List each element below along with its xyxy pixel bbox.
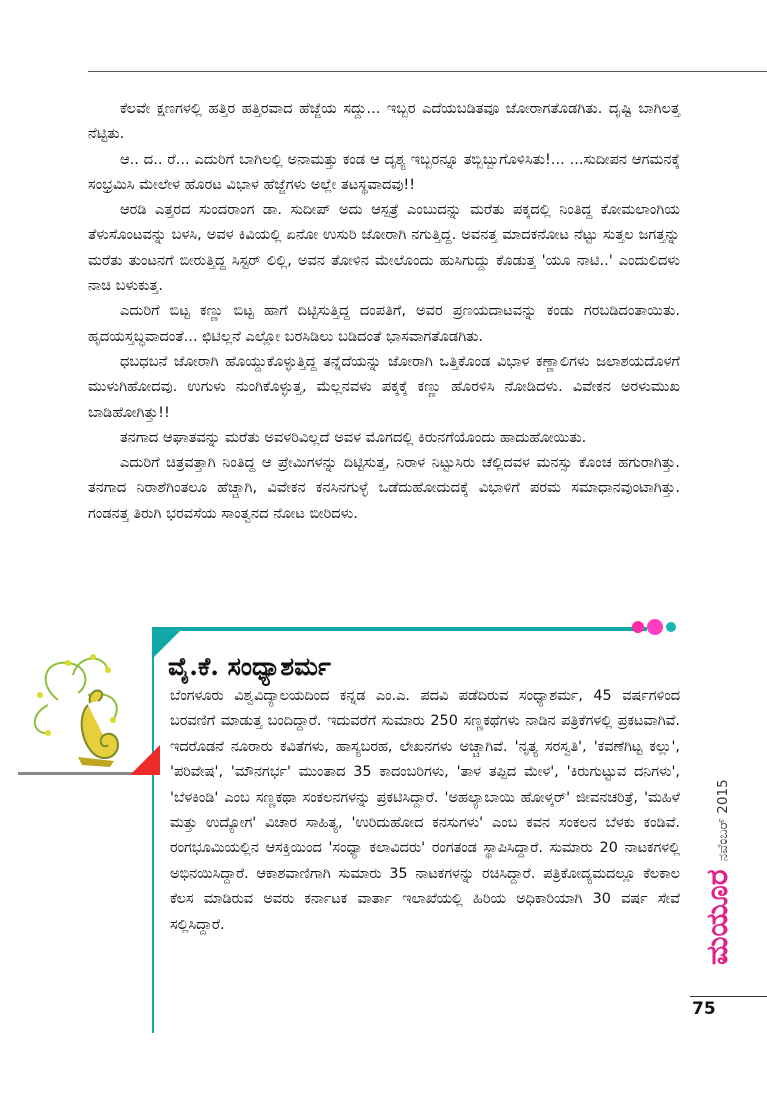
author-name: ವೈ.ಕೆ. ಸಂಧ್ಯಾಶರ್ಮ <box>168 652 331 681</box>
author-box-left-rule <box>152 631 154 1033</box>
story-paragraph: ಎದುರಿಗೆ ಚಿತ್ರವತ್ತಾಗಿ ನಿಂತಿದ್ದ ಆ ಪ್ರೇಮಿಗಳನ್ನು ದಿಟ್ಟಿಸುತ್ತ, ನಿರಾಳ ನಿಟ್ಟುಸಿರು ಚೆಲ್ಲಿದವಳ ಮನಸ್ಸು ಕೊಂಚ ಹಗುರಾಗಿತ್ತು. ತನಗಾದ ನಿರಾಶೆಗಿಂತಲೂ ಹೆಚ್ಚಾಗಿ, ವಿವೇಕನ ಕನಸಿನಗುಳ್ಳೆ ಒಡೆದುಹೋದುದಕ್ಕೆ ವಿಭಾಳಿಗೆ ಪರಮ ಸಮಾಧಾನವುಂಟಾಗಿತ್ತು. ಗಂಡನತ್ತ ತಿರುಗಿ ಭರವಸೆಯ ಸಾಂತ್ವನದ ನೋಟ ಬೀರಿದಳು. <box>88 454 680 522</box>
author-bio: ಬೆಂಗಳೂರು ವಿಶ್ವವಿದ್ಯಾಲಯದಿಂದ ಕನ್ನಡ ಎಂ.ಎ. ಪದವಿ ಪಡೆದಿರುವ ಸಂಧ್ಯಾಶರ್ಮ, 45 ವರ್ಷಗಳಿಂದ ಬರವಣಿಗೆ ಮಾಡುತ್ತ ಬಂದಿದ್ದಾರೆ. ಇದುವರೆಗೆ ಸುಮಾರು 250 ಸಣ್ಣಕಥೆಗಳು ನಾಡಿನ ಪತ್ರಿಕೆಗಳಲ್ಲಿ ಪ್ರಕಟವಾಗಿವೆ. ಇದರೊಡನೆ ನೂರಾರು ಕವಿತೆಗಳು, ಹಾಸ್ಯಬರಹ, ಲೇಖನಗಳು ಅಚ್ಚಾಗಿವೆ. 'ನೃತ್ಯ ಸರಸ್ವತಿ', 'ಕವಣೆಗಿಟ್ಟ ಕಲ್ಲು', 'ಪರಿವೇಷ', 'ಮೌನಗರ್ಭ' ಮುಂತಾದ 35 ಕಾದಂಬರಿಗಳು, 'ತಾಳ ತಪ್ಪಿದ ಮೇಳ', 'ಕಿರುಗುಟ್ಟುವ ದನಿಗಳು', 'ಬೆಳಕಿಂಡಿ' ಎಂಬ ಸಣ್ಣಕಥಾ ಸಂಕಲನಗಳನ್ನು ಪ್ರಕಟಿಸಿದ್ದಾರೆ. 'ಅಹಲ್ಯಾಬಾಯಿ ಹೋಳ್ಕರ್' ಜೀವನಚರಿತ್ರೆ, 'ಮಹಿಳೆ ಮತ್ತು ಉದ್ಯೋಗ' ವಿಚಾರ ಸಾಹಿತ್ಯ, 'ಉರಿದುಹೋದ ಕನಸುಗಳು' ಎಂಬ ಕವನ ಸಂಕಲನ ಬೆಳಕು ಕಂಡಿವೆ. ರಂಗಭೂಮಿಯಲ್ಲಿನ ಆಸಕ್ತಿಯಿಂದ 'ಸಂಧ್ಯಾ ಕಲಾವಿದರು' ರಂಗತಂಡ ಸ್ಥಾಪಿಸಿದ್ದಾರೆ. ಸುಮಾರು 20 ನಾಟಕಗಳಲ್ಲಿ ಅಭಿನಯಿಸಿದ್ದಾರೆ. ಆಕಾಶವಾಣಿಗಾಗಿ ಸುಮಾರು 35 ನಾಟಕಗಳನ್ನು ರಚಿಸಿದ್ದಾರೆ. ಪತ್ರಿಕೋದ್ಯಮದಲ್ಲೂ ಕೆಲಕಾಲ ಕೆಲಸ ಮಾಡಿರುವ ಅವರು ಕರ್ನಾಟಕ ವಾರ್ತಾ ಇಲಾಖೆಯಲ್ಲಿ ಹಿರಿಯ ಅಧಿಕಾರಿಯಾಗಿ 30 ವರ್ಷ ಸೇವೆ ಸಲ್ಲಿಸಿದ್ದಾರೆ. <box>170 688 680 933</box>
peacock-emblem-icon <box>18 645 148 775</box>
page-number-rule <box>690 996 767 997</box>
decor-dot <box>632 621 644 633</box>
top-rule <box>88 71 767 72</box>
magazine-logo: ಮಯೂರ <box>700 869 735 965</box>
story-paragraph: ಎದುರಿಗೆ ಬಿಟ್ಟ ಕಣ್ಣು ಬಿಟ್ಟ ಹಾಗೆ ದಿಟ್ಟಿಸುತ್ತಿದ್ದ ದಂಪತಿಗೆ, ಅವರ ಪ್ರಣಯದಾಟವನ್ನು ಕಂಡು ಗರಬಡಿದಂತಾಯಿತು. ಹೃದಯಸ್ತಬ್ಧವಾದಂತೆ... ಛಿಟಿಲ್ಲನೆ ಎಲ್ಲೋ ಬರಸಿಡಿಲು ಬಡಿದಂತೆ ಭಾಸವಾಗತೊಡಗಿತು. <box>88 302 680 345</box>
magazine-sidebar <box>700 779 735 965</box>
story-paragraph: ಆ.. ದ.. ರೆ... ಎದುರಿಗೆ ಬಾಗಿಲಲ್ಲಿ ಅನಾಮತ್ತು ಕಂಡ ಆ ದೃಶ್ಯ ಇಬ್ಬರನ್ನೂ ತಬ್ಬಿಬ್ಬುಗೊಳಿಸಿತು!... ...ಸುದೀಪನ ಆಗಮನಕ್ಕೆ ಸಂಭ್ರಮಿಸಿ ಮೇಲೇಳ ಹೊರಟ ವಿಭಾಳ ಹೆಜ್ಜೆಗಳು ಅಲ್ಲೇ ತಟಸ್ಥವಾದವು!! <box>88 150 680 193</box>
story-paragraph: ಧಬಧಬನೆ ಜೋರಾಗಿ ಹೊಯ್ದುಕೊಳ್ಳುತ್ತಿದ್ದ ತನ್ನೆದೆಯನ್ನು ಜೋರಾಗಿ ಒತ್ತಿಕೊಂಡ ವಿಭಾಳ ಕಣ್ಣಾಲಿಗಳು ಜಲಾಶಯದೊಳಗೆ ಮುಳುಗಿಹೋದವು. ಉಗುಳು ನುಂಗಿಕೊಳ್ಳುತ್ತ, ಮೆಲ್ಲನವಳು ಪಕ್ಕಕ್ಕೆ ಕಣ್ಣು ಹೊರಳಿಸಿ ನೋಡಿದಳು. ವಿವೇಕನ ಅರಳುಮುಖ ಬಾಡಿಹೋಗಿತ್ತು!! <box>88 352 680 421</box>
story-body <box>88 96 680 526</box>
story-paragraph: ಕೆಲವೇ ಕ್ಷಣಗಳಲ್ಲಿ ಹತ್ತಿರ ಹತ್ತಿರವಾದ ಹೆಜ್ಜೆಯ ಸದ್ದು... ಇಬ್ಬರ ಎದೆಯಬಡಿತವೂ ಜೋರಾಗತೊಡಗಿತು. ದೃಷ್ಟಿ ಬಾಗಿಲತ್ತ ನೆಟ್ಟಿತು. <box>88 100 680 143</box>
page-number: 75 <box>692 999 716 1019</box>
issue-date: ನವೆಂಬರ್ 2015 <box>715 779 731 862</box>
story-paragraph: ತನಗಾದ ಆಘಾತವನ್ನು ಮರೆತು ಅವಳರಿವಿಲ್ಲದೆ ಅವಳ ಮೊಗದಲ್ಲಿ ಕಿರುನಗೆಯೊಂದು ಹಾದುಹೋಯಿತು. <box>120 428 587 446</box>
author-box-top-bar <box>152 627 647 631</box>
story-paragraph: ಆರಡಿ ಎತ್ತರದ ಸುಂದರಾಂಗ ಡಾ. ಸುದೀಪ್ ಅದು ಆಸ್ಪತ್ರೆ ಎಂಬುದನ್ನು ಮರೆತು ಪಕ್ಕದಲ್ಲಿ ನಿಂತಿದ್ದ ಕೋಮಲಾಂಗಿಯ ತೆಳುಸೊಂಟವನ್ನು ಬಳಸಿ, ಅವಳ ಕಿವಿಯಲ್ಲಿ ಏನೋ ಉಸುರಿ ಜೋರಾಗಿ ನಗುತ್ತಿದ್ದ. ಅವನತ್ತ ಮಾದಕನೋಟ ನೆಟ್ಟು ಸುತ್ತಲ ಜಗತ್ತನ್ನು ಮರೆತು ತುಂಟನಗೆ ಬೀರುತ್ತಿದ್ದ ಸಿಸ್ಟರ್ ಲಿಲ್ಲಿ, ಅವನ ತೋಳಿನ ಮೇಲೊಂದು ಹುಸಿಗುದ್ದು ಕೊಡುತ್ತ 'ಯೂ ನಾಟಿ..' ಎಂದುಲಿದಳು ನಾಚಿ ಬಳುಕುತ್ತ. <box>88 201 680 295</box>
decor-dot <box>666 622 676 632</box>
decor-dot <box>647 619 663 635</box>
